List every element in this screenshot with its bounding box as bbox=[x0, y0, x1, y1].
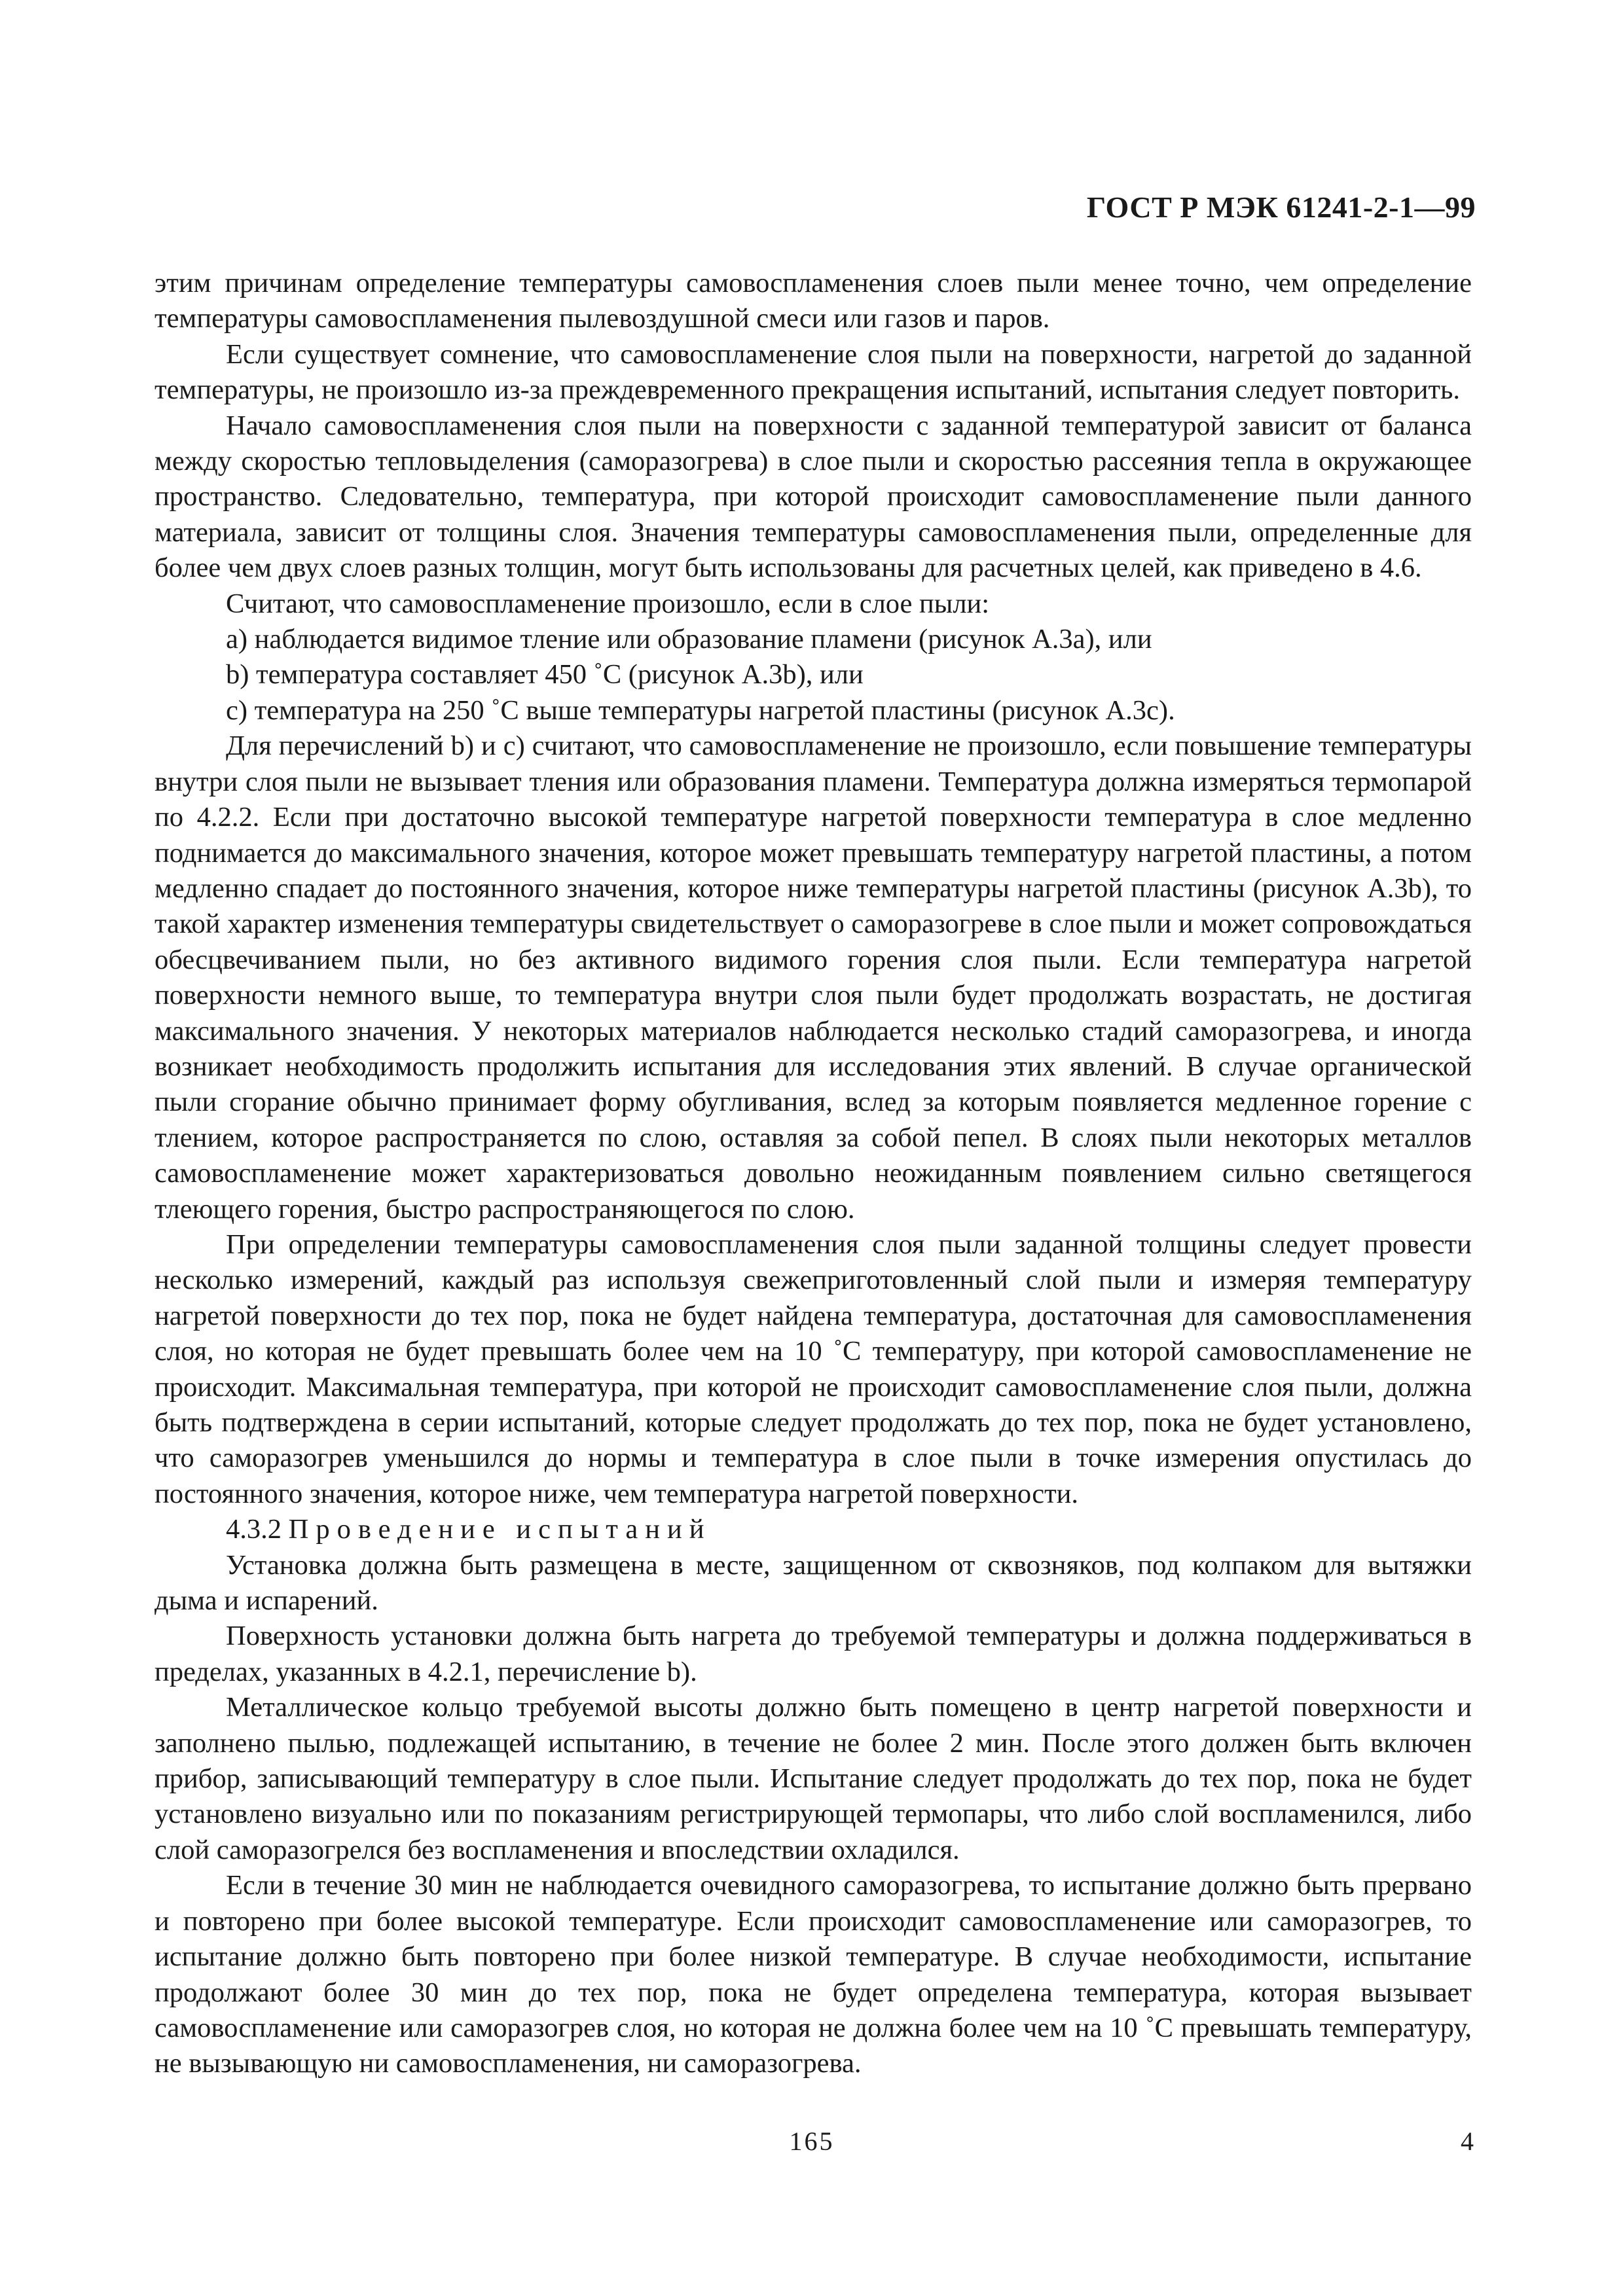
list-item-a: a) наблюдается видимое тление или образование пламени (рисунок А.3а), или bbox=[226, 624, 1152, 655]
section-heading bbox=[155, 1512, 1472, 1547]
sheet-number: 4 bbox=[1461, 2126, 1474, 2156]
paragraph: Если в течение 30 мин не наблюдается очевидного саморазогрева, то испытание должно быть прервано и повторено при более высокой температуре. Если происходит самовоспламенение или саморазогрев, то испытание должно быть повторено при более низкой температуре. В случае необходимости, испытание продолжают более 30 мин до тех пор, пока не будет определена температура, которая вызывает самовоспламенение или саморазогрев слоя, но которая не должна более чем на 10 ˚С превышать температуру, не вызывающую ни самовоспламенения, ни саморазогрева. bbox=[155, 1870, 1472, 2079]
page-number: 165 bbox=[789, 2126, 835, 2156]
section-title: Проведение испытаний bbox=[288, 1514, 712, 1545]
list-item-c: c) температура на 250 ˚С выше температуры нагретой пластины (рисунок А.3с). bbox=[226, 694, 1175, 726]
paragraph-continued: этим причинам определение температуры самовоспламенения слоев пыли менее точно, чем определение температуры самовоспламенения пылевоздушной смеси или газов и паров. bbox=[155, 268, 1472, 334]
document-header: ГОСТ Р МЭК 61241-2-1—99 bbox=[1086, 190, 1476, 224]
paragraph: Для перечислений b) и с) считают, что самовоспламенение не произошло, если повышение температуры внутри слоя пыли не вызывает тления или образования пламени. Температура должна измеряться термопарой по 4.2.2. Если при достаточно высокой температуре нагретой поверхности температура в слое медленно поднимается до максимального значения, которое может превышать температуру нагретой пластины, а потом медленно спадает до постоянного значения, которое ниже температуры нагретой пластины (рисунок А.3b), то такой характер изменения температуры свидетельствует о саморазогреве в слое пыли и может сопровождаться обесцвечиванием пыли, но без активного видимого горения слоя пыли. Если температура нагретой поверхности немного выше, то температура внутри слоя пыли будет продолжать возрастать, не достигая максимального значения. У некоторых материалов наблюдается несколько стадий саморазогрева, и иногда возникает необходимость продолжить испытания для исследования этих явлений. В случае органической пыли сгорание обычно принимает форму обугливания, вслед за которым появляется медленное горение с тлением, которое распространяется по слою, оставляя за собой пепел. В слоях пыли некоторых металлов самовоспламенение может характеризоваться довольно неожиданным появлением сильно светящегося тлеющего горения, быстро распространяющегося по слою. bbox=[155, 730, 1472, 1225]
paragraph: Считают, что самовоспламенение произошло, если в слое пыли: bbox=[226, 588, 990, 619]
paragraph: Если существует сомнение, что самовоспламенение слоя пыли на поверхности, нагретой до заданной температуры, не произошло из-за преждевременного прекращения испытаний, испытания следует повторить. bbox=[155, 338, 1472, 406]
paragraph: Начало самовоспламенения слоя пыли на поверхности с заданной температурой зависит от баланса между скоростью тепловыделения (саморазогрева) в слое пыли и скоростью рассеяния тепла в окружающее пространство. Следовательно, температура, при которой происходит самовоспламенение пыли данного материала, зависит от толщины слоя. Значения температуры самовоспламенения пыли, определенные для более чем двух слоев разных толщин, могут быть использованы для расчетных целей, как приведено в 4.6. bbox=[155, 410, 1472, 584]
paragraph: Металлическое кольцо требуемой высоты должно быть помещено в центр нагретой поверхности и заполнено пылью, подлежащей испытанию, в течение не более 2 мин. После этого должен быть включен прибор, записывающий температуру в слое пыли. Испытание следует продолжать до тех пор, пока не будет установлено визуально или по показаниям регистрирующей термопары, что либо слой воспламенился, либо слой саморазогрелся без воспламенения и впоследствии охладился. bbox=[155, 1692, 1472, 1865]
paragraph: При определении температуры самовоспламенения слоя пыли заданной толщины следует провести несколько измерений, каждый раз используя свежеприготовленный слой пыли и измеряя температуру нагретой поверхности до тех пор, пока не будет найдена температура, достаточная для самовоспламенения слоя, но которая не будет превышать более чем на 10 ˚С температуру, при которой самовоспламенение не происходит. Максимальная температура, при которой не происходит самовоспламенение слоя пыли, должна быть подтверждена в серии испытаний, которые следует продолжать до тех пор, пока не будет установлено, что саморазогрев уменьшился до нормы и температура в слое пыли в точке измерения опустилась до постоянного значения, которое ниже, чем температура нагретой поверхности. bbox=[155, 1229, 1472, 1509]
section-number: 4.3.2 bbox=[226, 1514, 282, 1545]
paragraph: Установка должна быть размещена в месте, защищенном от сквозняков, под колпаком для вытяжки дыма и испарений. bbox=[155, 1549, 1472, 1617]
document-body bbox=[155, 266, 1472, 2082]
list-item-b: b) температура составляет 450 ˚С (рисунок А.3b), или bbox=[226, 659, 864, 691]
paragraph: Поверхность установки должна быть нагрета до требуемой температуры и должна поддерживаться в пределах, указанных в 4.2.1, перечисление b). bbox=[155, 1621, 1472, 1687]
